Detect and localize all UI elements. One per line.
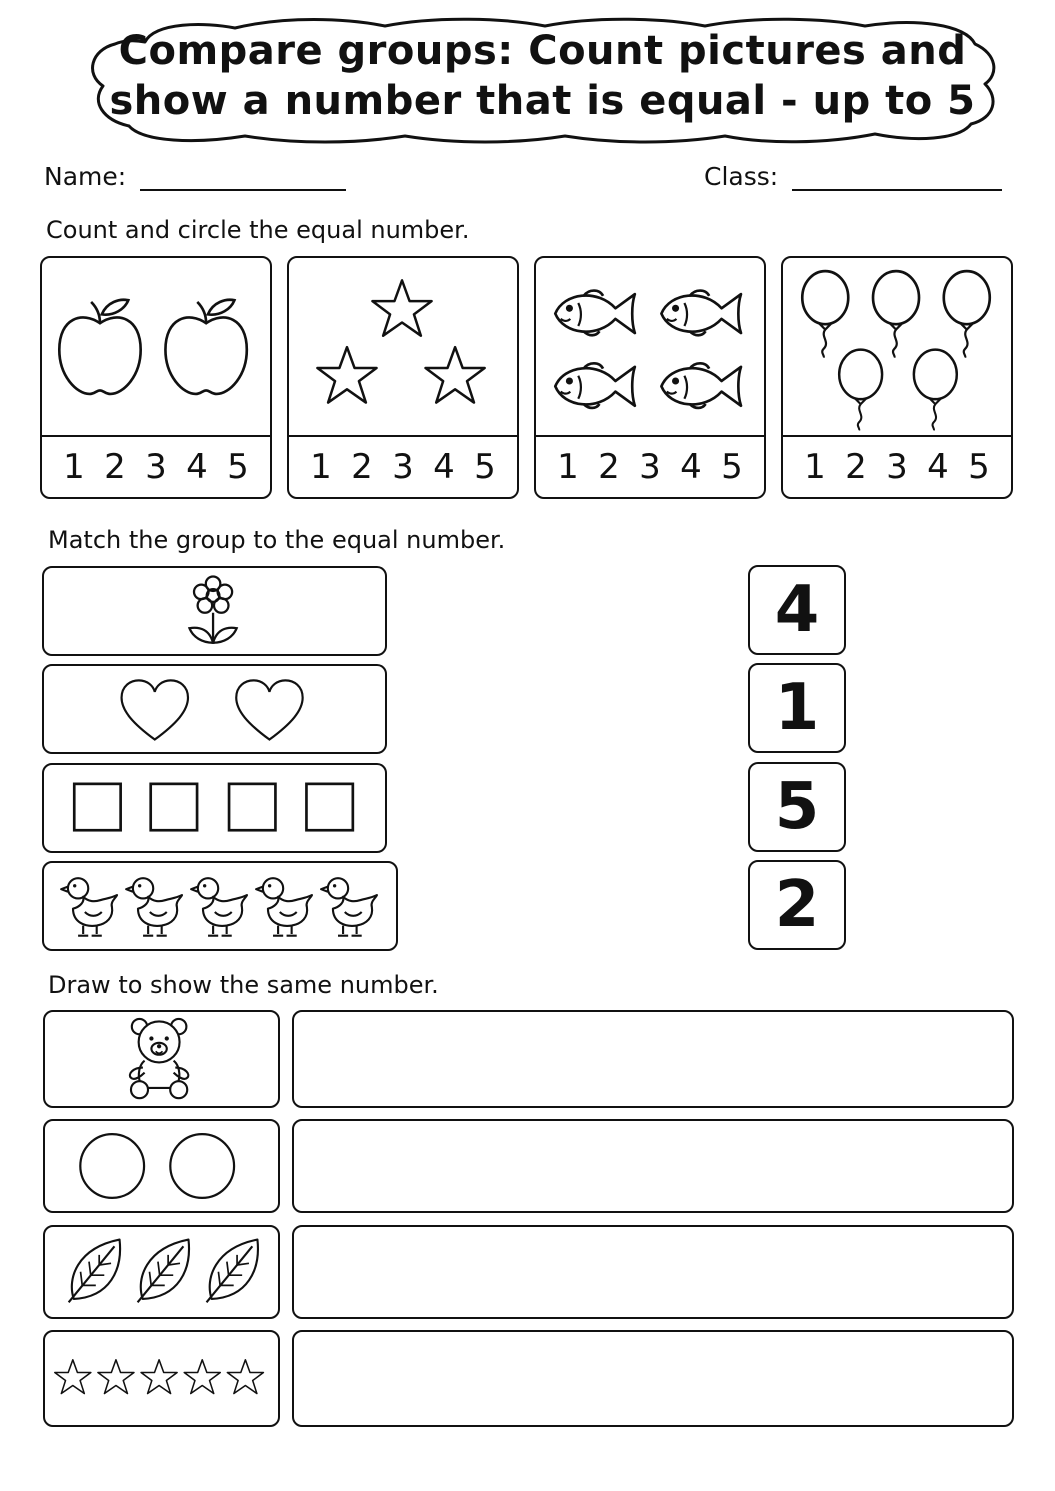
square-group [44,765,385,851]
number-choice[interactable]: 5 [968,447,990,487]
number-choice[interactable]: 1 [63,447,85,487]
draw-group-bear [43,1010,280,1108]
match-number-card[interactable]: 5 [748,762,846,852]
star-icon [317,347,376,402]
name-label: Name: [44,162,127,191]
number-choice[interactable]: 4 [927,447,949,487]
number-choice[interactable]: 3 [392,447,414,487]
match-group-flower[interactable] [42,566,387,656]
section1-instruction: Count and circle the equal number. [46,216,470,244]
draw-area[interactable] [292,1225,1014,1319]
count-card-stars [287,256,519,499]
duck-icon [191,878,247,936]
leaf-icon [207,1240,258,1303]
star-icon [55,1360,91,1394]
number-choice[interactable]: 4 [680,447,702,487]
match-group-hearts[interactable] [42,664,387,754]
star-icon [227,1360,263,1394]
heart-icon [122,680,188,739]
number-choice[interactable]: 2 [351,447,373,487]
match-number-card[interactable]: 2 [748,860,846,950]
flower-group [44,568,385,654]
duck-icon [126,878,182,936]
balloon-icon [914,350,957,431]
draw-area[interactable] [292,1119,1014,1213]
teddy-bear-group [45,1012,278,1106]
fish-group [536,258,764,436]
match-group-squares[interactable] [42,763,387,853]
number-choice[interactable]: 1 [310,447,332,487]
draw-group-stars [43,1330,280,1427]
star-icon [141,1360,177,1394]
worksheet-title [85,26,1000,126]
square-icon [229,784,275,830]
flower-icon [189,576,236,642]
star-icon [184,1360,220,1394]
number-choice[interactable]: 5 [474,447,496,487]
number-choices [289,435,517,497]
number-choice[interactable]: 5 [721,447,743,487]
number-choice[interactable]: 2 [845,447,867,487]
apple-group [42,258,270,436]
heart-icon [236,680,302,739]
duck-group [44,863,396,949]
title-line-1: Compare groups: Count pictures and [118,28,967,74]
number-choice[interactable]: 4 [433,447,455,487]
number-choices [783,435,1011,497]
name-blank[interactable] [140,189,346,191]
number-choice[interactable]: 2 [104,447,126,487]
circle-icon [80,1134,144,1198]
fish-icon [661,291,741,336]
apple-icon [59,300,140,394]
fish-icon [555,291,635,336]
star-icon [426,347,485,402]
number-choice[interactable]: 1 [557,447,579,487]
number-choices [42,435,270,497]
draw-area[interactable] [292,1010,1014,1108]
duck-icon [321,878,377,936]
draw-group-circles [43,1119,280,1213]
class-label: Class: [704,162,779,191]
star-row [45,1332,278,1425]
star-icon [372,280,431,335]
match-group-ducks[interactable] [42,861,398,951]
leaf-icon [69,1240,120,1303]
star-group [289,258,517,436]
duck-icon [256,878,312,936]
duck-icon [61,878,117,936]
number-choice[interactable]: 3 [145,447,167,487]
star-icon [98,1360,134,1394]
count-card-fish [534,256,766,499]
balloon-icon [873,271,919,358]
draw-group-leaves [43,1225,280,1319]
fish-icon [661,363,741,408]
number-choice[interactable]: 3 [639,447,661,487]
balloon-group [783,258,1011,436]
title-line-2: show a number that is equal - up to 5 [109,78,976,124]
count-card-apples [40,256,272,499]
balloon-icon [802,271,848,358]
draw-area[interactable] [292,1330,1014,1427]
teddy-bear-icon [130,1019,188,1098]
balloon-icon [839,350,882,431]
leaf-group [45,1227,278,1317]
number-choice[interactable]: 2 [598,447,620,487]
leaf-icon [138,1240,189,1303]
square-icon [74,784,120,830]
circle-group [45,1121,278,1211]
match-number-card[interactable]: 1 [748,663,846,753]
square-icon [151,784,197,830]
section2-instruction: Match the group to the equal number. [48,526,506,554]
number-choices [536,435,764,497]
section3-instruction: Draw to show the same number. [48,971,439,999]
class-blank[interactable] [792,189,1002,191]
circle-icon [170,1134,234,1198]
number-choice[interactable]: 5 [227,447,249,487]
number-choice[interactable]: 3 [886,447,908,487]
fish-icon [555,363,635,408]
number-choice[interactable]: 4 [186,447,208,487]
number-choice[interactable]: 1 [804,447,826,487]
balloon-icon [944,271,990,358]
apple-icon [165,300,246,394]
match-number-card[interactable]: 4 [748,565,846,655]
heart-group [44,666,385,752]
count-card-balloons [781,256,1013,499]
square-icon [306,784,352,830]
